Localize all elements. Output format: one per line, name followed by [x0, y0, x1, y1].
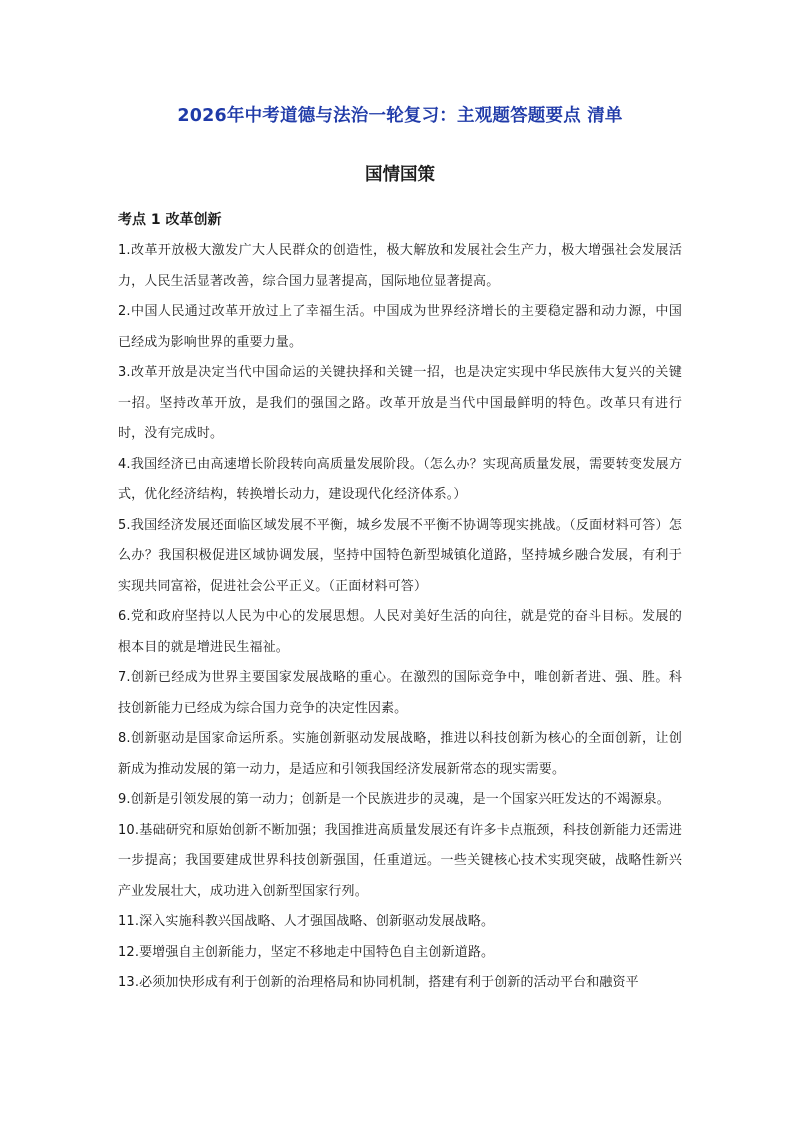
list-item: 7.创新已经成为世界主要国家发展战略的重心。在激烈的国际竞争中，唯创新者进、强、胜。科技创新能力已经成为综合国力竞争的决定性因素。 — [118, 670, 682, 716]
list-item: 9.创新是引领发展的第一动力；创新是一个民族进步的灵魂，是一个国家兴旺发达的不竭源泉。 — [118, 792, 670, 807]
list-item: 2.中国人民通过改革开放过上了幸福生活。中国成为世界经济增长的主要稳定器和动力源，中国已经成为影响世界的重要力量。 — [118, 304, 682, 350]
list-item: 12.要增强自主创新能力，坚定不移地走中国特色自主创新道路。 — [118, 944, 495, 960]
list-item: 4.我国经济已由高速增长阶段转向高质量发展阶段。（怎么办？实现高质量发展，需要转变发展方式，优化经济结构，转换增长动力，建设现代化经济体系。） — [118, 456, 682, 502]
list-item: 5.我国经济发展还面临区域发展不平衡，城乡发展不平衡不协调等现实挑战。（反面材料可答）怎么办？我国积极促进区域协调发展，坚持中国特色新型城镇化道路，坚持城乡融合发展，有利于实现共同富裕，促进社会公平正义。（正面材料可答） — [118, 517, 682, 594]
document-title: 2026年中考道德与法治一轮复习：主观题答题要点 清单 — [177, 106, 623, 126]
list-item: 10.基础研究和原始创新不断加强；我国推进高质量发展还有许多卡点瓶颈，科技创新能力还需进一步提高；我国要建成世界科技创新强国，任重道远。一些关键核心技术实现突破，战略性新兴产业发展壮大，成功进入创新型国家行列。 — [118, 822, 682, 899]
point-heading: 考点 1 改革创新 — [118, 212, 222, 228]
section-title: 国情国策 — [365, 165, 435, 185]
list-item: 1.改革开放极大激发广大人民群众的创造性，极大解放和发展社会生产力，极大增强社会发展活力，人民生活显著改善，综合国力显著提高，国际地位显著提高。 — [118, 243, 682, 289]
list-item: 3.改革开放是决定当代中国命运的关键抉择和关键一招，也是决定实现中华民族伟大复兴的关键一招。坚持改革开放，是我们的强国之路。改革开放是当代中国最鲜明的特色。改革只有进行时，没有完成时。 — [118, 365, 682, 441]
list-item: 8.创新驱动是国家命运所系。实施创新驱动发展战略，推进以科技创新为核心的全面创新，让创新成为推动发展的第一动力，是适应和引领我国经济发展新常态的现实需要。 — [118, 731, 682, 777]
list-item: 6.党和政府坚持以人民为中心的发展思想。人民对美好生活的向往，就是党的奋斗目标。发展的根本目的就是增进民生福祉。 — [118, 609, 682, 655]
item-list — [118, 236, 682, 999]
list-item: 13.必须加快形成有利于创新的治理格局和协同机制，搭建有利于创新的活动平台和融资平 — [118, 975, 639, 990]
list-item: 11.深入实施科教兴国战略、人才强国战略、创新驱动发展战略。 — [118, 914, 495, 929]
